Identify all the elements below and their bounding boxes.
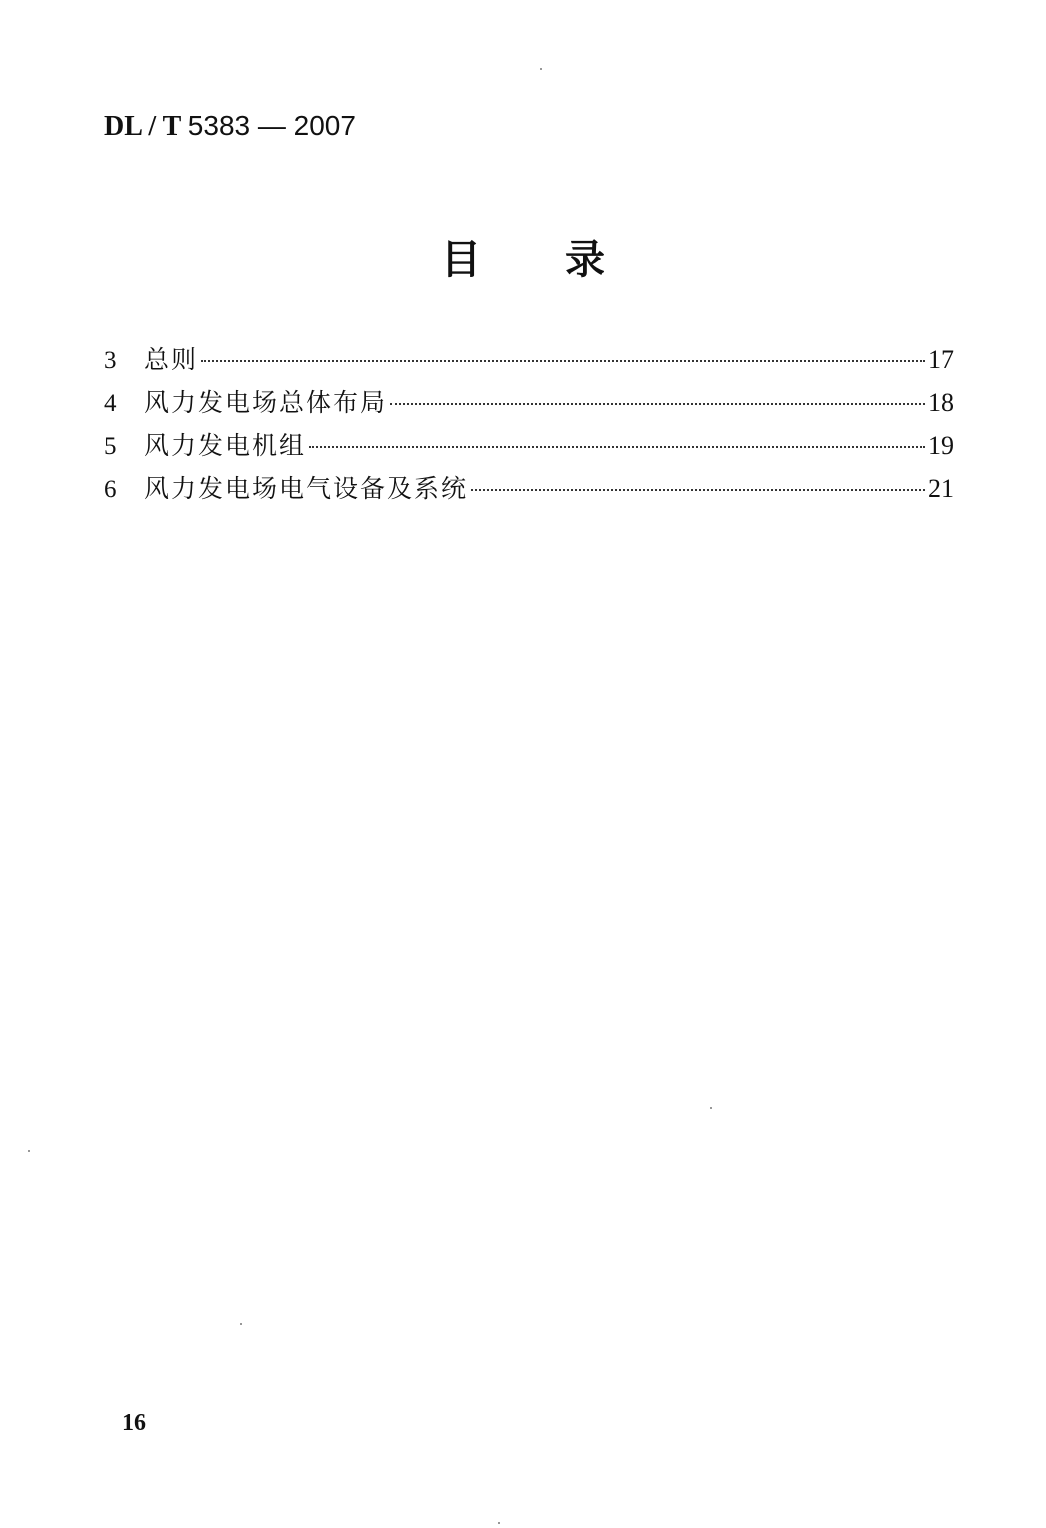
- scan-speck: [240, 1323, 242, 1325]
- toc-entry-label: 风力发电场总体布局: [144, 388, 388, 417]
- scan-speck: [498, 1522, 500, 1524]
- document-code-prefix: DL / T: [104, 111, 188, 142]
- toc-entry-label: 总则: [144, 345, 199, 374]
- toc-entry[interactable]: [104, 467, 954, 510]
- toc-entry-label: 风力发电场电气设备及系统: [144, 474, 469, 503]
- scan-speck: [28, 1150, 30, 1152]
- page-title: [0, 228, 1046, 285]
- table-of-contents: [104, 338, 954, 510]
- toc-entry-page: 19: [928, 431, 954, 460]
- page-title-char-2: 录: [565, 237, 605, 283]
- toc-entry-number: 5: [104, 433, 117, 460]
- toc-entry-page: 18: [928, 388, 954, 417]
- document-code: [104, 110, 356, 143]
- toc-dot-leader: [390, 403, 925, 405]
- page-title-char-1: 目: [441, 237, 481, 283]
- toc-entry-number: 6: [104, 476, 117, 503]
- toc-entry-number: 3: [104, 347, 117, 374]
- document-code-number: 5383 — 2007: [187, 110, 356, 141]
- toc-dot-leader: [309, 446, 925, 448]
- toc-entry[interactable]: [104, 381, 954, 424]
- scan-speck: [540, 68, 542, 70]
- toc-entry[interactable]: [104, 338, 954, 381]
- toc-entry-page: 21: [928, 474, 954, 503]
- toc-entry[interactable]: [104, 424, 954, 467]
- page-number: 16: [122, 1410, 146, 1436]
- toc-dot-leader: [471, 489, 925, 491]
- toc-entry-label: 风力发电机组: [144, 431, 307, 460]
- toc-entry-number: 4: [104, 390, 117, 417]
- scan-speck: [710, 1107, 712, 1109]
- toc-dot-leader: [201, 360, 925, 362]
- toc-entry-page: 17: [928, 345, 954, 374]
